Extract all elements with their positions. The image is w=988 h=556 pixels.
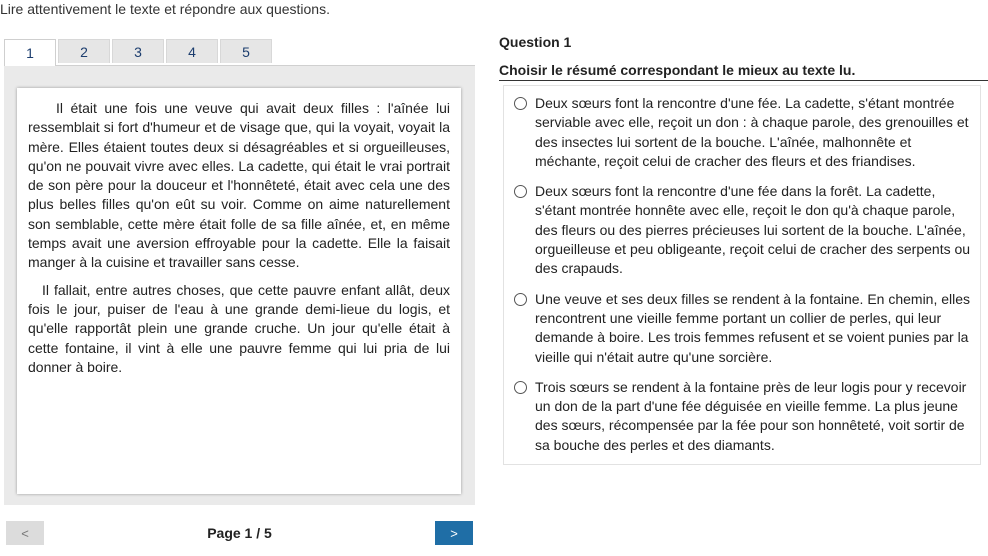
question-prompt: Choisir le résumé correspondant le mieux au texte lu. <box>499 62 856 78</box>
reading-text-box <box>17 88 461 494</box>
answer-text-4: Trois sœurs se rendent à la fontaine près de leur logis pour y recevoir un don de la part d'une fée déguisée en vieille femme. La plus jeune des sœurs, récompensée par la fée pour son honnêteté, voit sortir de sa bouche des perles et des diamants. <box>535 378 967 453</box>
next-page-button[interactable]: > <box>435 521 473 545</box>
radio-button-icon[interactable] <box>514 293 527 306</box>
answer-text-3: Une veuve et ses deux filles se rendent à la fontaine. En chemin, elles rencontrent une vieille femme portant un collier de perles, qui leur demande à boire. Les trois femmes refusent et se voient punies par la vieille qui n'était autre qu'une sorcière. <box>535 290 971 365</box>
answer-text-1: Deux sœurs font la rencontre d'une fée. La cadette, s'étant montrée serviable avec elle, reçoit un don : à chaque parole, des grenouilles et des insectes lui sortent de la bouche. L'aînée, malhonnête et méchante, reçoit celui de cracher des fleurs et des friandises. <box>535 95 969 169</box>
answer-option-3[interactable] <box>504 290 980 367</box>
tab-4[interactable]: 4 <box>166 39 218 63</box>
answer-option-4[interactable] <box>504 378 980 455</box>
question-title: Question 1 <box>499 34 572 50</box>
tab-1[interactable]: 1 <box>4 39 56 66</box>
tab-5[interactable]: 5 <box>220 39 272 63</box>
answer-option-2[interactable] <box>504 182 980 278</box>
previous-page-button[interactable]: < <box>6 521 44 545</box>
reading-paragraph-2: Il fallait, entre autres choses, que cette pauvre enfant allât, deux fois le jour, puiser de l'eau à une grande demi-lieue du logis, et qu'elle rapportât plein une grande cruche. Un jour qu'elle était à cette fontaine, il vint à elle une pauvre femme qui lui pria de lui donner à boire. <box>28 281 450 375</box>
radio-button-icon[interactable] <box>514 97 527 110</box>
reading-paragraph-1: Il était une fois une veuve qui avait deux filles : l'aînée lui ressemblait si fort d'humeur et de visage que, qui la voyait, voyait la mère. Elles étaient toutes deux si désagréables et si orgueilleuses, qu'on ne pouvait vivre avec elles. La cadette, qui était le vrai portrait de son père pour la douceur et l'honnêteté, était avec cela une des plus belles filles qu'on eût su voir. Comme on aime naturellement son semblable, cette mère était folle de sa fille aînée, et, en même temps avait une aversion effroyable pour la cadette. Elle la faisait manger à la cuisine et travailler sans cesse. <box>28 100 450 271</box>
page-indicator: Page 1 / 5 <box>207 525 272 541</box>
answer-option-1[interactable] <box>504 94 980 171</box>
page-tabs <box>4 39 274 65</box>
answer-text-2: Deux sœurs font la rencontre d'une fée dans la forêt. La cadette, s'étant montrée honnête avec elle, reçoit le don qu'à chaque parole, des fleurs ou des pierres précieuses lui sortent de la bouche. L'aînée, orgueilleuse et peu obligeante, reçoit celui de cracher des serpents ou des crapauds. <box>535 183 971 277</box>
radio-button-icon[interactable] <box>514 185 527 198</box>
tab-3[interactable]: 3 <box>112 39 164 63</box>
instruction-text: Lire attentivement le texte et répondre aux questions. <box>0 1 330 17</box>
reading-panel <box>4 65 475 505</box>
answer-options <box>503 85 981 465</box>
pager <box>4 514 475 550</box>
radio-button-icon[interactable] <box>514 381 527 394</box>
tab-2[interactable]: 2 <box>58 39 110 63</box>
question-divider <box>499 80 988 81</box>
